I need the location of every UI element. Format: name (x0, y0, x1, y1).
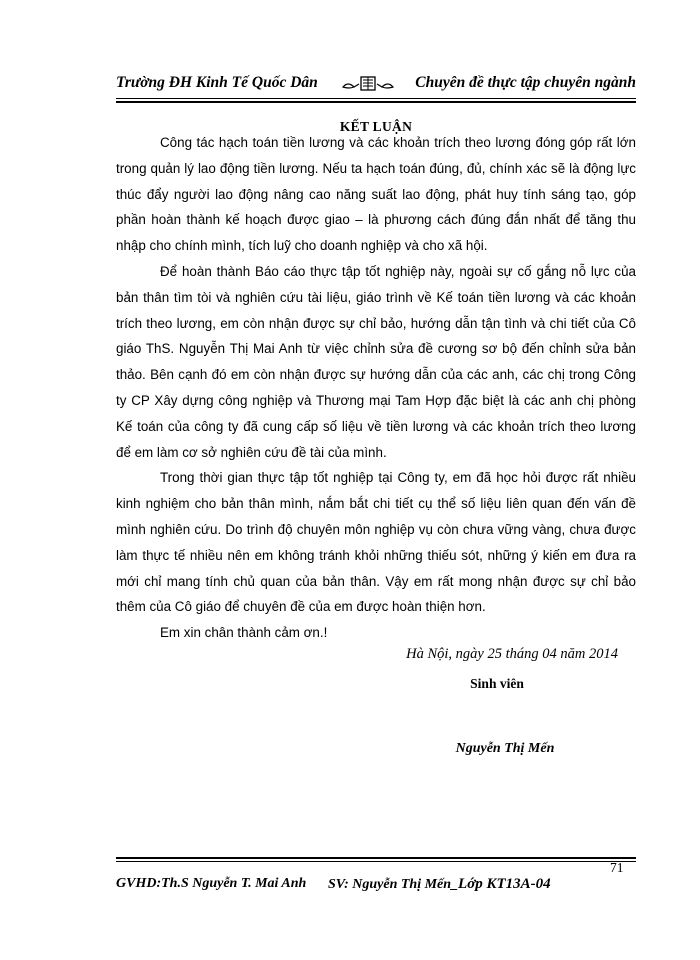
page-title: KẾT LUẬN (339, 119, 413, 134)
footer-advisor: GVHD:Th.S Nguyễn T. Mai Anh (116, 876, 307, 891)
paragraph: Em xin chân thành cảm ơn.! (160, 625, 328, 641)
footer-student-info (328, 876, 551, 893)
body-text (116, 130, 636, 646)
footer-rule-thick (116, 857, 636, 859)
book-ornament-icon (340, 74, 396, 94)
paragraph: Trong thời gian thực tập tốt nghiệp tại Công ty, em đã học hỏi được rất nhiều kinh nghiệm cho bản thân mình, nắm bắt chi tiết cụ thể số liệu liên quan đến vấn đề mình nghiên cứu. Do trình độ chuyên môn nghiệp vụ còn chưa vững vàng, chưa được làm thực tế nhiều nên em không tránh khỏi những thiếu sót, những ý kiến em đưa ra mới chỉ mang tính chủ quan của bản thân. Vậy em rất mong nhận được sự chỉ bảo thêm của Cô giáo để chuyên đề của em được hoàn thiện hơn. (116, 470, 636, 615)
signer-role: Sinh viên (470, 676, 524, 691)
date-line: Hà Nội, ngày 25 tháng 04 năm 2014 (406, 646, 618, 662)
page-number: 71 (610, 860, 624, 875)
paragraph: Để hoàn thành Báo cáo thực tập tốt nghiệp này, ngoài sự cố gắng nỗ lực của bản thân tìm tòi và nghiên cứu tài liệu, giáo trình về Kế toán tiền lương và các khoản trích theo lương, em còn nhận được sự chỉ bảo, hướng dẫn tận tình và chi tiết của Cô giáo ThS. Nguyễn Thị Mai Anh từ việc chỉnh sửa đề cương sơ bộ đến chỉnh sửa bản thảo. Bên cạnh đó em còn nhận được sự hướng dẫn của các anh, các chị trong Công ty CP Xây dựng công nghiệp và Thương mại Tam Hợp đặc biệt là các anh chị phòng Kế toán của công ty đã cung cấp số liệu về tiền lương và các khoản trích theo lương để em làm cơ sở nghiên cứu đề tài của mình. (116, 263, 636, 460)
header-university: Trường ĐH Kinh Tế Quốc Dân (116, 74, 318, 91)
page-header (116, 74, 636, 98)
signer-name: Nguyễn Thị Mến (455, 741, 555, 756)
footer-student: SV: Nguyễn Thị Mến_ (328, 877, 459, 892)
page-footer (116, 876, 636, 898)
header-report-type: Chuyên đề thực tập chuyên ngành (415, 74, 636, 91)
footer-class: Lớp KT13A-04 (458, 876, 551, 892)
paragraph: Công tác hạch toán tiền lương và các khoản trích theo lương đóng góp rất lớn trong quản lý lao động tiền lương. Nếu ta hạch toán đúng, đủ, chính xác sẽ là động lực thúc đẩy người lao động nâng cao năng suất lao động, phát huy tính sáng tạo, góp phần hoàn thành kế hoạch được giao – là phương cách đúng đắn nhất để tăng thu nhập cho chính mình, tích luỹ cho doanh nghiệp và cho xã hội. (116, 135, 636, 254)
footer-rule-thin (116, 861, 636, 862)
header-rule-thick (116, 101, 636, 103)
header-rule-thin (116, 98, 636, 99)
